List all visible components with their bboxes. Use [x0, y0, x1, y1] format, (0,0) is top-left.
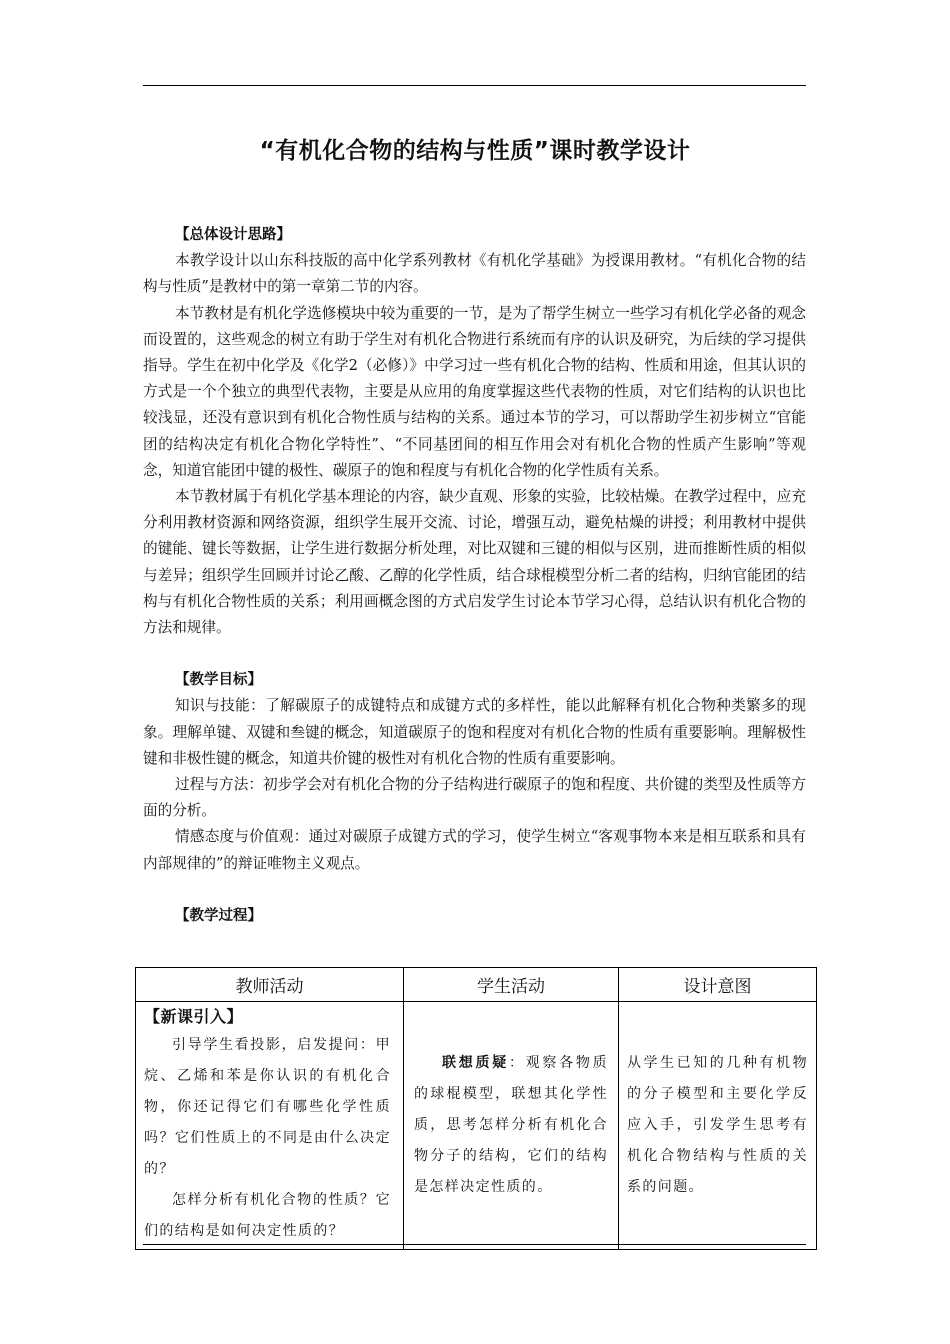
section-heading-design: 【总体设计思路】: [175, 227, 291, 243]
paragraph: 本节教材是有机化学选修模块中较为重要的一节，是为了帮学生树立一些学习有机化学必备的观念而设置的，这些观念的树立有助于学生对有机化合物进行系统而有序的认识及研究，为后续的学习提供指导。学生在初中化学及《化学2（必修）》中学习过一些有机化合物的结构、性质和用途，但其认识的方式是一个个独立的典型代表物，主要是从应用的角度掌握这些代表物的性质，对它们结构的认识也比较浅显，还没有意识到有机化合物性质与结构的关系。通过本节的学习，可以帮助学生初步树立“官能团的结构决定有机化合物化学特性”、“不同基团间的相互作用会对有机化合物的性质产生影响”等观念，知道官能团中键的极性、碳原子的饱和程度与有机化合物的化学性质有关系。: [143, 304, 806, 479]
header-rule: [143, 85, 806, 86]
column-header-teacher: 教师活动: [136, 968, 404, 1002]
column-header-intent: 设计意图: [619, 968, 817, 1002]
column-header-student: 学生活动: [404, 968, 619, 1002]
section-heading-goals: 【教学目标】: [175, 672, 262, 689]
student-activity-cell: [404, 1002, 619, 1250]
teacher-activity-cell: [136, 1002, 404, 1250]
student-label: 联想质疑: [442, 1055, 509, 1071]
student-body: ：观察各物质的球棍模型，联想其化学性质，思考怎样分析有机化合物分子的结构，它们的结构是怎样决定性质的。: [414, 1055, 608, 1195]
page-title: “有机化合物的结构与性质”课时教学设计: [259, 138, 691, 164]
intent-text: 从学生已知的几种有机物的分子模型和主要化学反应入手，引发学生思考有机化合物结构与性质的关系的问题。: [627, 1055, 808, 1195]
paragraph: 本教学设计以山东科技版的高中化学系列教材《有机化学基础》为授课用教材。“有机化合物的结构与性质”是教材中的第一章第二节的内容。: [143, 252, 806, 296]
design-intent-cell: [619, 1002, 817, 1250]
paragraph: 本节教材属于有机化学基本理论的内容，缺少直观、形象的实验，比较枯燥。在教学过程中，应充分利用教材资源和网络资源，组织学生展开交流、讨论，增强互动，避免枯燥的讲授；利用教材中提供的键能、键长等数据，让学生进行数据分析处理，对比双键和三键的相似与区别，进而推断性质的相似与差异；组织学生回顾并讨论乙酸、乙醇的化学性质，结合球棍模型分析二者的结构，归纳官能团的结构与有机化合物性质的关系；利用画概念图的方式启发学生讨论本节学习心得，总结认识有机化合物的方法和规律。: [143, 488, 806, 637]
cell-subheading: 【新课引入】: [144, 1007, 244, 1026]
teaching-process-table: [135, 967, 817, 1250]
document-body: [143, 222, 806, 929]
student-text: [414, 1048, 608, 1203]
table-row: [136, 1002, 817, 1250]
footer-rule: [143, 1244, 806, 1245]
paragraph: 过程与方法：初步学会对有机化合物的分子结构进行碳原子的饱和程度、共价键的类型及性质等方面的分析。: [143, 776, 806, 820]
teacher-text: 怎样分析有机化合物的性质？它们的结构是如何决定性质的？: [144, 1192, 391, 1239]
section-heading-process: 【教学过程】: [175, 907, 262, 924]
teacher-text: 引导学生看投影，启发提问：甲烷、乙烯和苯是你认识的有机化合物，你还记得它们有哪些化学性质吗？它们性质上的不同是由什么决定的？: [144, 1037, 391, 1177]
table-header-row: [136, 968, 817, 1002]
paragraph: 知识与技能：了解碳原子的成键特点和成键方式的多样性，能以此解释有机化合物种类繁多的现象。理解单键、双键和叁键的概念，知道碳原子的饱和程度对有机化合物的性质有重要影响。理解极性键和非极性键的概念，知道共价键的极性对有机化合物的性质有重要影响。: [143, 697, 806, 767]
paragraph: 情感态度与价值观：通过对碳原子成键方式的学习，使学生树立“客观事物本来是相互联系和具有内部规律的”的辩证唯物主义观点。: [143, 828, 806, 872]
